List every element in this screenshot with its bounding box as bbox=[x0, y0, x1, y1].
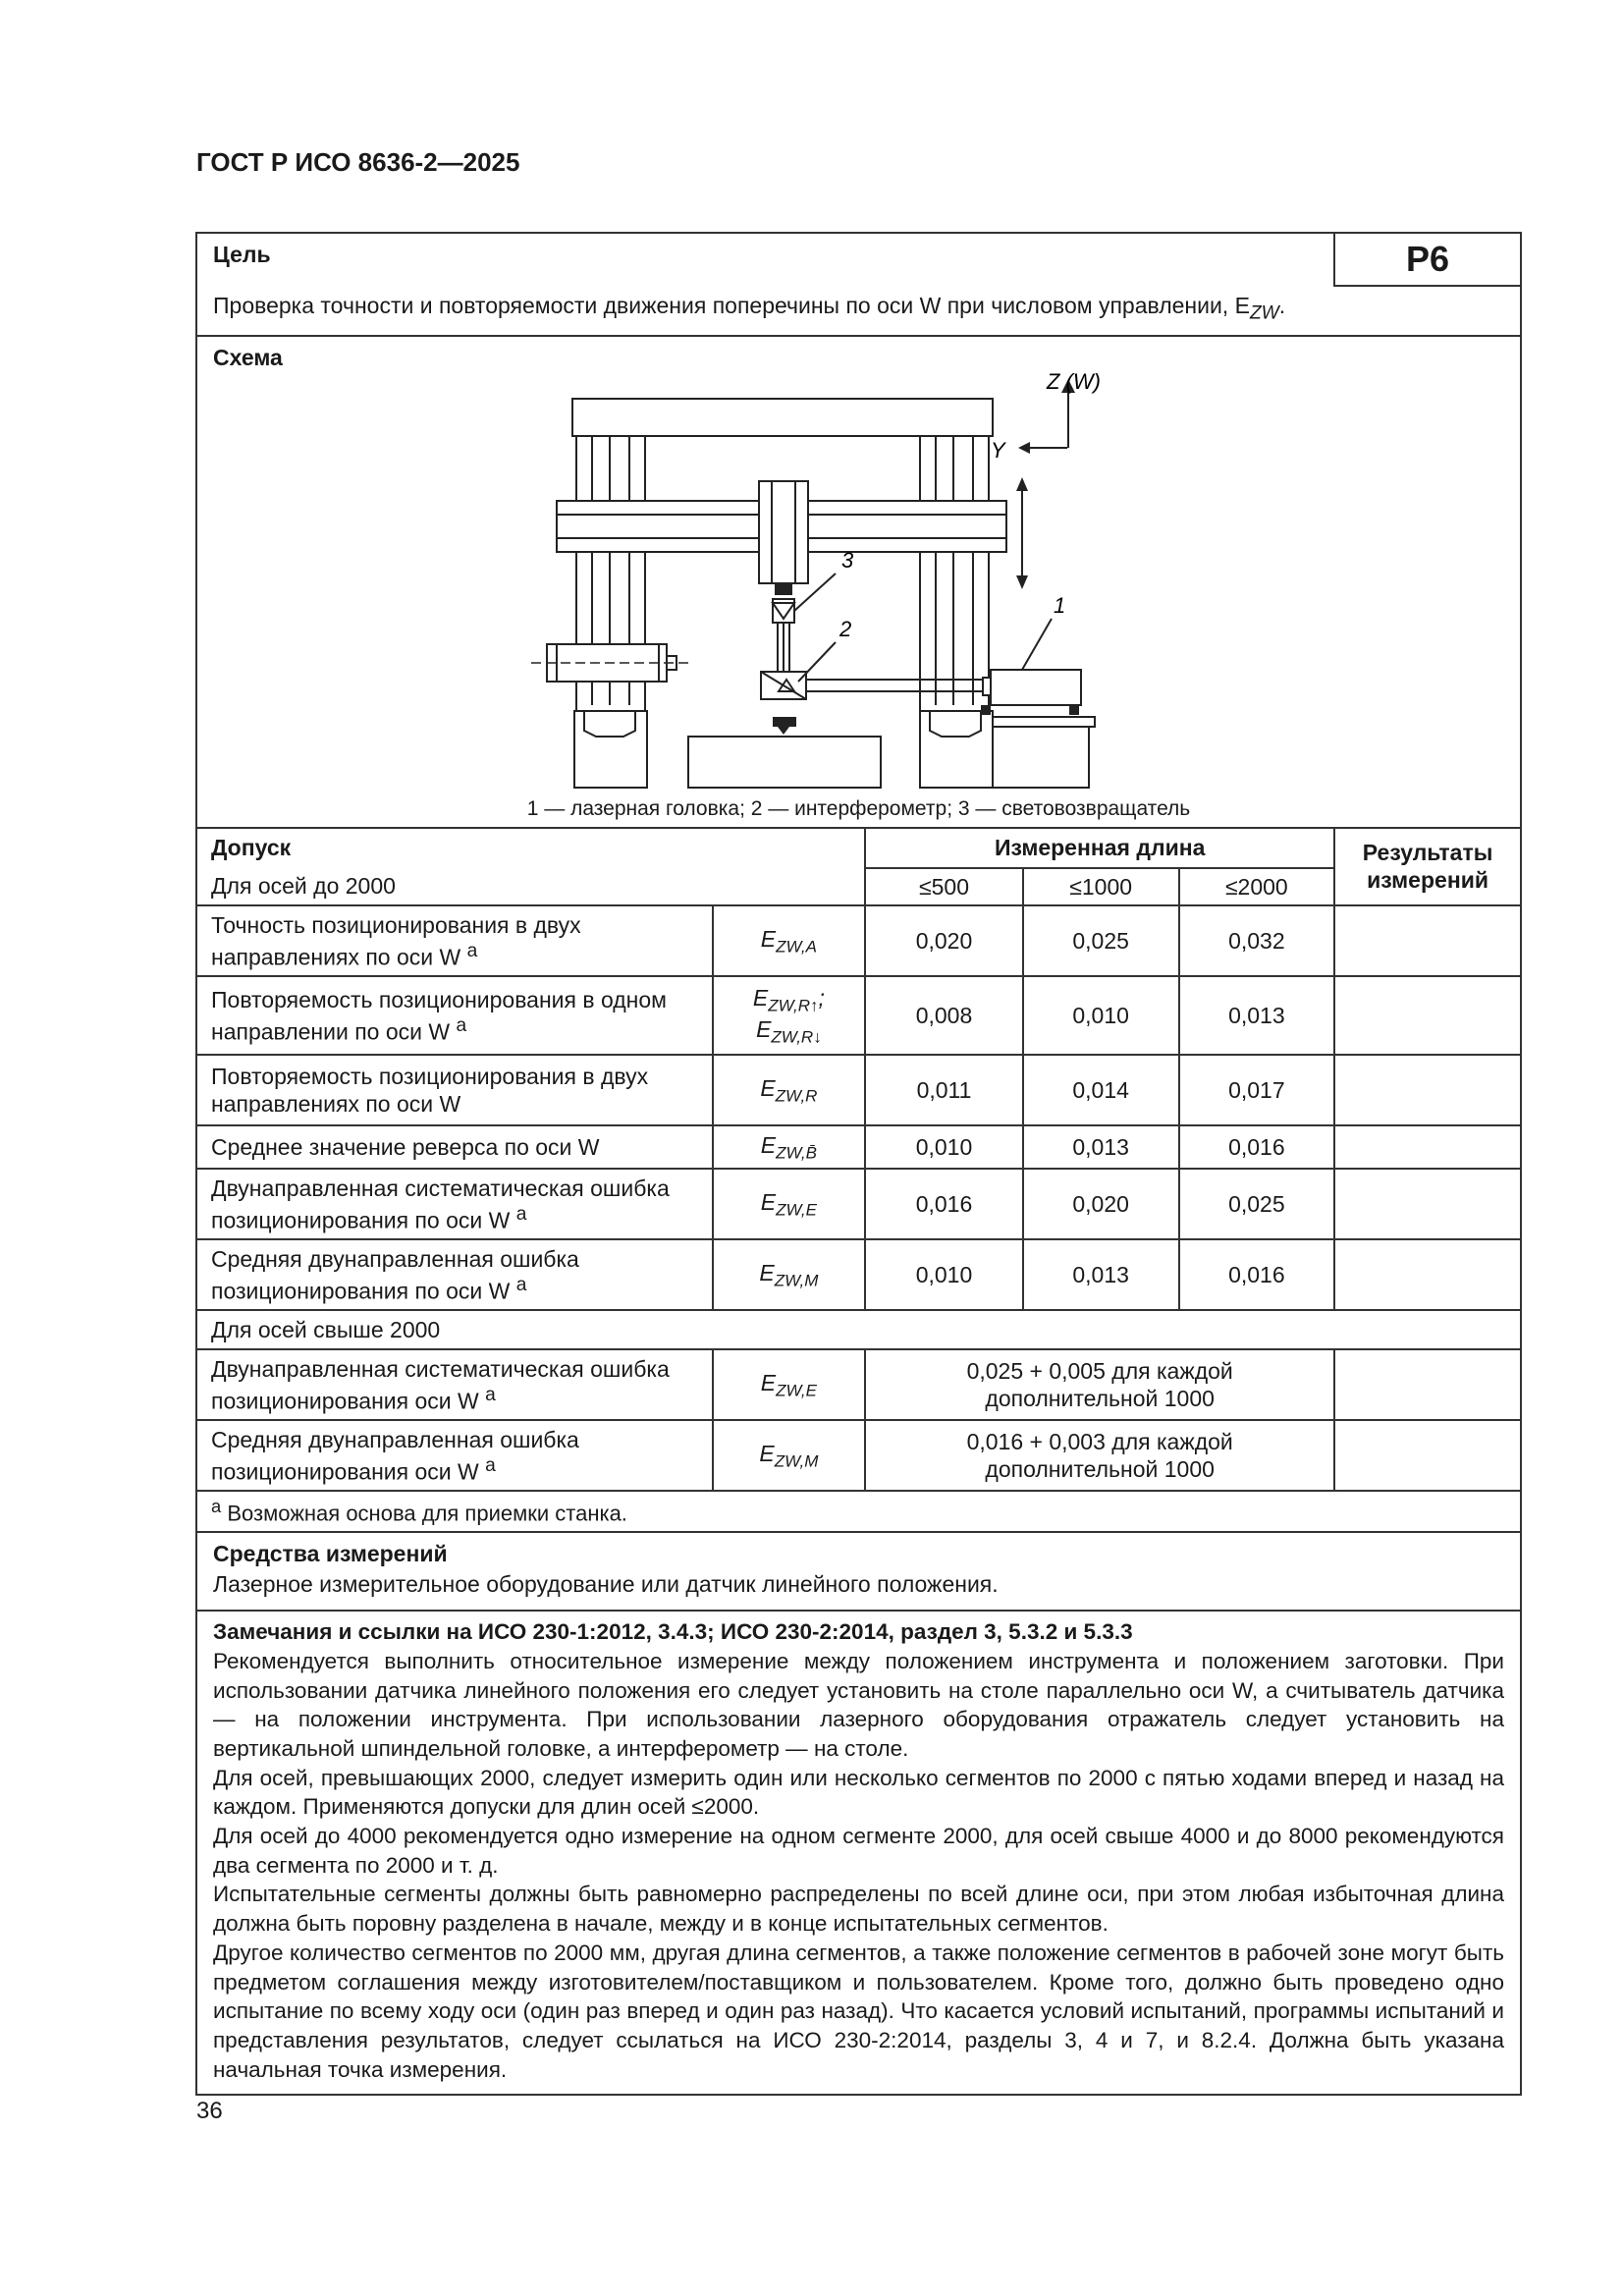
row-value-1000: 0,014 bbox=[1023, 1055, 1179, 1125]
goal-text bbox=[197, 287, 1520, 337]
row-symbol: $E_{ZW,E}$ bbox=[713, 1169, 866, 1239]
table-footnote: $^a$ Возможная основа для приемки станка. bbox=[197, 1491, 1520, 1531]
length-1000: ≤1000 bbox=[1023, 868, 1179, 906]
measuring-tools-title: Средства измерений bbox=[213, 1541, 448, 1567]
table-row bbox=[197, 1239, 1520, 1310]
row-value-2000: 0,025 bbox=[1179, 1169, 1335, 1239]
tolerance-table bbox=[197, 829, 1520, 1532]
row-value-2000: 0,013 bbox=[1179, 976, 1335, 1055]
goal-label: Цель bbox=[213, 242, 271, 267]
row-name: Средняя двунаправленная ошибка позиционирования оси W $^a$ bbox=[197, 1420, 713, 1491]
tolerance-header: Допуск bbox=[197, 829, 865, 868]
row-symbol: $E_{ZW,M}$ bbox=[713, 1239, 866, 1310]
callout-2: 2 bbox=[839, 616, 852, 641]
notes-paragraph-4: Испытательные сегменты должны быть равномерно распределены по всей длине оси, при этом любая избыточная длина должна быть поровну разделена в начале, между и в конце испытательных сегментов. bbox=[213, 1882, 1504, 1937]
results-header: Результаты измерений bbox=[1334, 829, 1520, 906]
row-value-500: 0,010 bbox=[865, 1239, 1023, 1310]
z-axis-label: Z (W) bbox=[1047, 370, 1101, 394]
row-value-500: 0,020 bbox=[865, 905, 1023, 976]
notes-paragraph-1: Рекомендуется выполнить относительное измерение между положением инструмента и положением заготовки. При использовании датчика линейного положения его следует установить на столе параллельно оси W, а считыватель датчика — на положении инструмента. При использовании лазерного оборудования отражатель следует установить на вертикальной шпиндельной головке, а интерферометр — на столе. bbox=[213, 1648, 1504, 1762]
row-result bbox=[1334, 1420, 1520, 1491]
callout-3: 3 bbox=[841, 547, 854, 573]
y-axis-label: Y bbox=[991, 437, 1005, 463]
row-result bbox=[1334, 1239, 1520, 1310]
row-name: Точность позиционирования в двух направлениях по оси W $^a$ bbox=[197, 905, 713, 976]
measuring-tools-text: Лазерное измерительное оборудование или датчик линейного положения. bbox=[213, 1571, 999, 1598]
row-value-1000: 0,025 bbox=[1023, 905, 1179, 976]
measuring-tools-section bbox=[197, 1533, 1520, 1612]
notes-section bbox=[197, 1612, 1520, 2094]
scheme-legend: 1 — лазерная головка; 2 — интерферометр; 3 — световозвращатель bbox=[526, 796, 1191, 820]
notes-title: Замечания и ссылки на ИСО 230-1:2012, 3.4.3; ИСО 230-2:2014, раздел 3, 5.3.2 и 5.3.3 bbox=[213, 1619, 1133, 1645]
row-name: Средняя двунаправленная ошибка позиционирования по оси W $^a$ bbox=[197, 1239, 713, 1310]
row-symbol: $E_{ZW,R}$ bbox=[713, 1055, 866, 1125]
row-value-2000: 0,016 bbox=[1179, 1239, 1335, 1310]
row-value-500: 0,008 bbox=[865, 976, 1023, 1055]
goal-text-end: . bbox=[1278, 293, 1286, 318]
table-row bbox=[197, 1169, 1520, 1239]
row-value-1000: 0,010 bbox=[1023, 976, 1179, 1055]
row-result bbox=[1334, 905, 1520, 976]
row-result bbox=[1334, 976, 1520, 1055]
row-value-2000: 0,017 bbox=[1179, 1055, 1335, 1125]
row-symbol: $E_{ZW,B̄}$ bbox=[713, 1125, 866, 1169]
table-row bbox=[197, 1349, 1520, 1420]
row-symbol: $E_{ZW,A}$ bbox=[713, 905, 866, 976]
document-header: ГОСТ Р ИСО 8636-2—2025 bbox=[196, 147, 520, 177]
row-value-500: 0,010 bbox=[865, 1125, 1023, 1169]
row-value-1000: 0,013 bbox=[1023, 1125, 1179, 1169]
goal-header-row bbox=[197, 234, 1520, 287]
row-name: Двунаправленная систематическая ошибка позиционирования по оси W $^a$ bbox=[197, 1169, 713, 1239]
goal-text-sub: ZW bbox=[1249, 302, 1279, 324]
table-row bbox=[197, 976, 1520, 1055]
group-up-to-2000: Для осей до 2000 bbox=[197, 868, 865, 906]
row-name: Повторяемость позиционирования в двух направлениях по оси W bbox=[197, 1055, 713, 1125]
row-name: Повторяемость позиционирования в одном направлении по оси W $^a$ bbox=[197, 976, 713, 1055]
row-result bbox=[1334, 1349, 1520, 1420]
row-result bbox=[1334, 1169, 1520, 1239]
row-symbol: $E_{ZW,R↑}$; $E_{ZW,R↓}$ bbox=[713, 976, 866, 1055]
row-name: Двунаправленная систематическая ошибка позиционирования оси W $^a$ bbox=[197, 1349, 713, 1420]
notes-paragraph-5: Другое количество сегментов по 2000 мм, другая длина сегментов, а также положение сегментов в рабочей зоне могут быть предметом соглашения между изготовителем/поставщиком и пользователем. Кроме того, должно быть проведено одно испытание по всему ходу оси (один раз вперед и один раз назад). Что касается условий испытаний, программы испытаний и представления результатов, следует ссылаться на ИСО 230-2:2014, разделы 3, 4 и 7, и 8.2.4. Должна быть указана начальная точка измерения. bbox=[213, 1940, 1504, 2082]
page-number: 36 bbox=[196, 2098, 223, 2124]
row-value-formula: 0,025 + 0,005 для каждой дополнительной 1000 bbox=[865, 1349, 1334, 1420]
goal-text-main: Проверка точности и повторяемости движения поперечины по оси W при числовом управлении, E bbox=[213, 293, 1250, 318]
group-over-2000: Для осей свыше 2000 bbox=[197, 1310, 1520, 1349]
callout-1: 1 bbox=[1054, 592, 1066, 618]
scheme-section bbox=[197, 337, 1520, 829]
table-row bbox=[197, 1420, 1520, 1491]
row-value-1000: 0,013 bbox=[1023, 1239, 1179, 1310]
table-row bbox=[197, 1055, 1520, 1125]
row-value-formula: 0,016 + 0,003 для каждой дополнительной 1000 bbox=[865, 1420, 1334, 1491]
notes-paragraph-2: Для осей, превышающих 2000, следует измерить один или несколько сегментов по 2000 с пятью ходами вперед и назад на каждом. Применяются допуски для длин осей ≤2000. bbox=[213, 1765, 1504, 1820]
table-row bbox=[197, 905, 1520, 976]
tolerance-section bbox=[197, 829, 1520, 1534]
row-value-2000: 0,016 bbox=[1179, 1125, 1335, 1169]
test-sheet-frame bbox=[195, 232, 1522, 2096]
table-row bbox=[197, 1125, 1520, 1169]
machine-diagram bbox=[197, 371, 1520, 793]
test-code: P6 bbox=[1333, 234, 1520, 287]
row-symbol: $E_{ZW,E}$ bbox=[713, 1349, 866, 1420]
notes-paragraph-3: Для осей до 4000 рекомендуется одно измерение на одном сегменте 2000, для осей свыше 4000 и до 8000 рекомендуются два сегмента по 2000 и т. д. bbox=[213, 1824, 1504, 1878]
row-result bbox=[1334, 1125, 1520, 1169]
row-name: Среднее значение реверса по оси W bbox=[197, 1125, 713, 1169]
length-2000: ≤2000 bbox=[1179, 868, 1335, 906]
length-500: ≤500 bbox=[865, 868, 1023, 906]
row-symbol: $E_{ZW,M}$ bbox=[713, 1420, 866, 1491]
row-result bbox=[1334, 1055, 1520, 1125]
row-value-1000: 0,020 bbox=[1023, 1169, 1179, 1239]
row-value-2000: 0,032 bbox=[1179, 905, 1335, 976]
scheme-title: Схема bbox=[213, 344, 283, 370]
row-value-500: 0,011 bbox=[865, 1055, 1023, 1125]
row-value-500: 0,016 bbox=[865, 1169, 1023, 1239]
measured-length-header: Измеренная длина bbox=[865, 829, 1334, 868]
